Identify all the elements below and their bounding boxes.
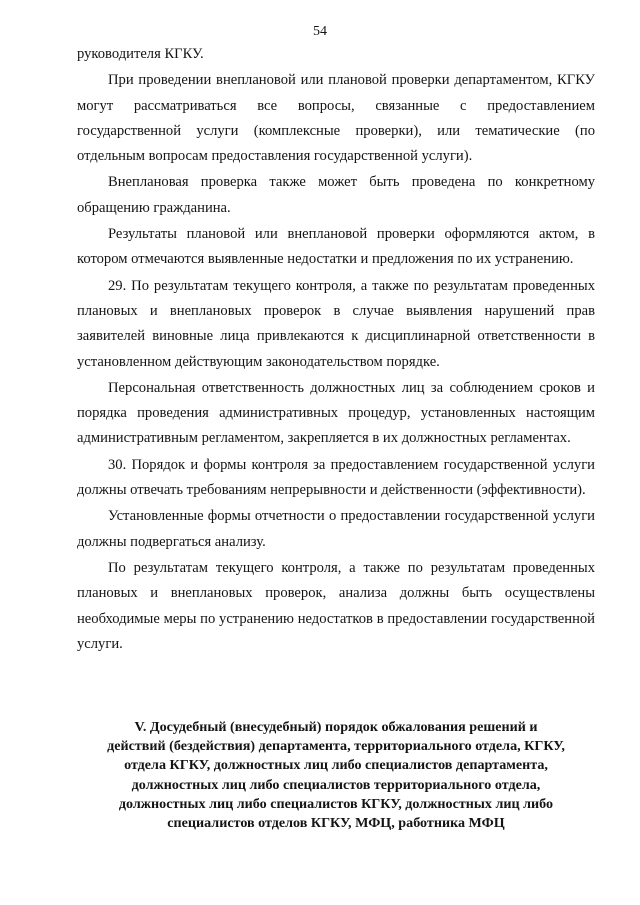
paragraph-inspection-scope: При проведении внеплановой или плановой проверки департаментом, КГКУ могут рассматриваться все вопросы, связанные с предоставлением государственной услуги (комплексные проверки), или тематические (по отдельным вопросам предоставления государственной услуги). bbox=[77, 72, 595, 165]
section-heading bbox=[77, 718, 595, 833]
section-heading-line: V. Досудебный (внесудебный) порядок обжалования решений и bbox=[134, 719, 538, 735]
section-heading-line: должностных лиц либо специалистов территориального отдела, bbox=[131, 776, 541, 793]
paragraph-clause-29: 29. По результатам текущего контроля, а также по результатам проведенных плановых и внеплановых проверок в случае выявления нарушений прав заявителей виновные лица привлекаются к дисциплинарной ответственности в установленном действующим законодательством порядке. bbox=[77, 277, 595, 370]
paragraph-continuation: руководителя КГКУ. bbox=[77, 46, 204, 62]
paragraph-inspection-results: Результаты плановой или внеплановой проверки оформляются актом, в котором отмечаются выявленные недостатки и предложения по их устранению. bbox=[77, 226, 595, 268]
section-heading-line: специалистов отделов КГКУ, МФЦ, работника МФЦ bbox=[167, 815, 505, 832]
paragraph-personal-responsibility: Персональная ответственность должностных лиц за соблюдением сроков и порядка проведения административных процедур, установленных настоящим административным регламентом, закрепляется в их должностных регламентах. bbox=[77, 379, 595, 447]
section-heading-line: должностных лиц либо специалистов КГКУ, должностных лиц либо bbox=[118, 795, 554, 812]
paragraph-corrective-measures: По результатам текущего контроля, а также по результатам проведенных плановых и внеплановых проверок, анализа должны быть осуществлены необходимые меры по устранению недостатков в предоставлении государственной услуги. bbox=[77, 559, 595, 652]
page-number: 54 bbox=[313, 24, 327, 39]
section-heading-line: отдела КГКУ, должностных лиц либо специалистов департамента, bbox=[124, 757, 548, 774]
paragraph-reporting-forms: Установленные формы отчетности о предоставлении государственной услуги должны подвергаться анализу. bbox=[77, 508, 595, 550]
paragraph-unscheduled-inspection: Внеплановая проверка также может быть проведена по конкретному обращению гражданина. bbox=[77, 174, 595, 216]
paragraph-clause-30: 30. Порядок и формы контроля за предоставлением государственной услуги должны отвечать требованиям непрерывности и действенности (эффективности). bbox=[77, 456, 595, 499]
section-heading-line: действий (бездействия) департамента, территориального отдела, КГКУ, bbox=[107, 738, 565, 755]
body-text bbox=[77, 42, 595, 658]
